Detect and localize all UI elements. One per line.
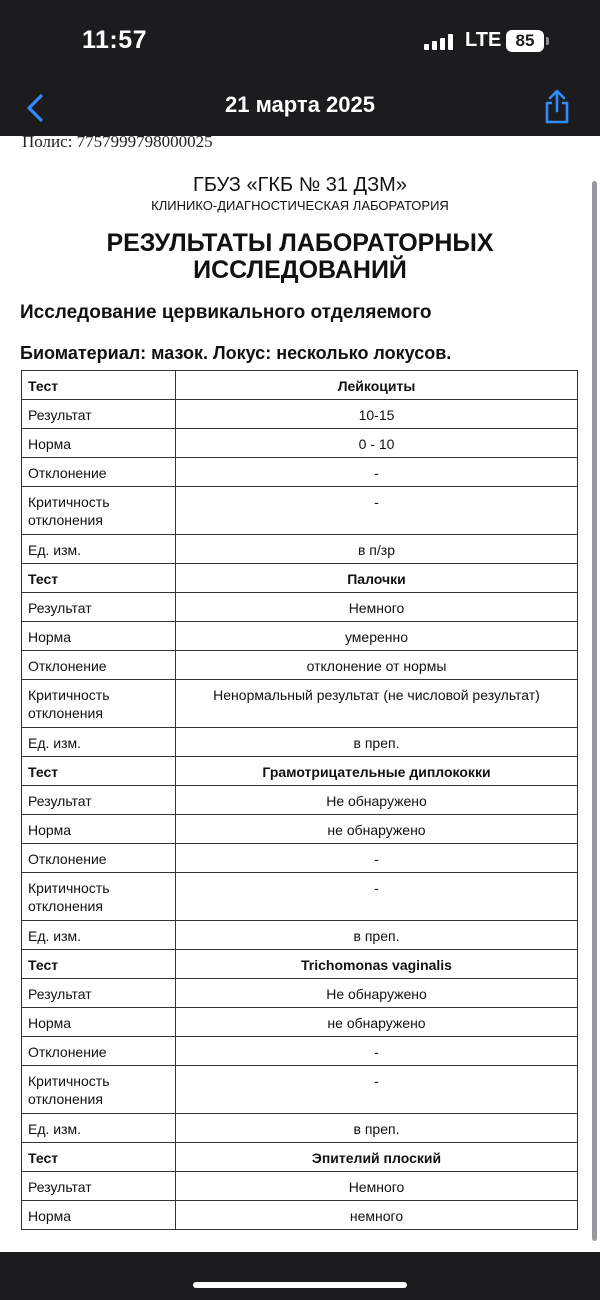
deviation-value: -	[176, 458, 578, 487]
laboratory-name: КЛИНИКО-ДИАГНОСТИЧЕСКАЯ ЛАБОРАТОРИЯ	[151, 198, 449, 213]
test-name: Палочки	[176, 564, 578, 593]
criticality-label-line-1: Критичность	[28, 687, 110, 703]
result-value: Не обнаружено	[176, 979, 578, 1008]
table-row	[22, 564, 578, 593]
scrollbar[interactable]	[592, 181, 597, 1241]
table-row	[22, 844, 578, 873]
report-heading	[0, 230, 600, 284]
share-icon[interactable]	[542, 86, 572, 126]
unit-value: в преп.	[176, 1114, 578, 1143]
norm-label: Норма	[22, 622, 176, 651]
test-label: Тест	[22, 564, 176, 593]
deviation-label: Отклонение	[22, 651, 176, 680]
unit-label: Ед. изм.	[22, 921, 176, 950]
battery-tip	[546, 37, 549, 45]
test-name: Лейкоциты	[176, 371, 578, 400]
battery-icon: 85	[506, 30, 544, 52]
criticality-label-line-2: отклонения	[28, 512, 103, 528]
criticality-label	[22, 1066, 176, 1114]
result-label: Результат	[22, 979, 176, 1008]
status-bar	[0, 0, 600, 80]
unit-value: в преп.	[176, 921, 578, 950]
criticality-label-line-2: отклонения	[28, 1091, 103, 1107]
table-row	[22, 371, 578, 400]
status-time: 11:57	[82, 26, 148, 54]
norm-value: не обнаружено	[176, 815, 578, 844]
deviation-label: Отклонение	[22, 1037, 176, 1066]
table-row	[22, 487, 578, 535]
navigation-bar	[0, 80, 600, 136]
organization-name: ГБУЗ «ГКБ № 31 ДЗМ»	[193, 174, 407, 196]
test-label: Тест	[22, 757, 176, 786]
criticality-label	[22, 680, 176, 728]
unit-value: в преп.	[176, 728, 578, 757]
biomaterial-info: Биоматериал: мазок. Локус: несколько локусов.	[20, 343, 452, 363]
criticality-label-line-1: Критичность	[28, 494, 110, 510]
table-row	[22, 979, 578, 1008]
table-row	[22, 873, 578, 921]
table-row	[22, 651, 578, 680]
table-row	[22, 1143, 578, 1172]
test-label: Тест	[22, 950, 176, 979]
results-table	[21, 370, 578, 1230]
network-type: LTE	[465, 29, 502, 51]
table-row	[22, 680, 578, 728]
criticality-value: -	[176, 873, 578, 921]
norm-value: 0 - 10	[176, 429, 578, 458]
page-title: 21 марта 2025	[224, 92, 375, 117]
criticality-label-line-2: отклонения	[28, 705, 103, 721]
table-row	[22, 1172, 578, 1201]
table-row	[22, 622, 578, 651]
criticality-label-line-1: Критичность	[28, 1073, 110, 1089]
table-row	[22, 593, 578, 622]
table-row	[22, 815, 578, 844]
deviation-value: -	[176, 844, 578, 873]
norm-value: умеренно	[176, 622, 578, 651]
test-name: Trichomonas vaginalis	[176, 950, 578, 979]
norm-label: Норма	[22, 1008, 176, 1037]
table-row	[22, 1008, 578, 1037]
test-label: Тест	[22, 371, 176, 400]
test-name: Грамотрицательные диплококки	[176, 757, 578, 786]
home-indicator[interactable]	[193, 1282, 407, 1288]
report-heading-line-1: РЕЗУЛЬТАТЫ ЛАБОРАТОРНЫХ	[106, 229, 494, 257]
table-row	[22, 921, 578, 950]
table-row	[22, 1037, 578, 1066]
table-row	[22, 429, 578, 458]
criticality-value: -	[176, 487, 578, 535]
criticality-label-line-2: отклонения	[28, 898, 103, 914]
deviation-label: Отклонение	[22, 844, 176, 873]
unit-value: в п/зр	[176, 535, 578, 564]
criticality-label	[22, 487, 176, 535]
norm-value: немного	[176, 1201, 578, 1230]
table-row	[22, 1114, 578, 1143]
table-row	[22, 786, 578, 815]
result-value: Немного	[176, 1172, 578, 1201]
table-row	[22, 1066, 578, 1114]
criticality-label-line-1: Критичность	[28, 880, 110, 896]
table-row	[22, 728, 578, 757]
table-row	[22, 757, 578, 786]
result-value: 10-15	[176, 400, 578, 429]
table-row	[22, 458, 578, 487]
criticality-value: -	[176, 1066, 578, 1114]
test-label: Тест	[22, 1143, 176, 1172]
unit-label: Ед. изм.	[22, 728, 176, 757]
norm-value: не обнаружено	[176, 1008, 578, 1037]
unit-label: Ед. изм.	[22, 535, 176, 564]
result-label: Результат	[22, 400, 176, 429]
study-title: Исследование цервикального отделяемого	[20, 302, 432, 323]
cellular-signal-icon	[424, 34, 454, 50]
table-row	[22, 950, 578, 979]
result-label: Результат	[22, 593, 176, 622]
deviation-value: отклонение от нормы	[176, 651, 578, 680]
result-label: Результат	[22, 786, 176, 815]
result-value: Немного	[176, 593, 578, 622]
test-name: Эпителий плоский	[176, 1143, 578, 1172]
policy-number: Полис: 7757999798000025	[22, 136, 213, 151]
table-row	[22, 1201, 578, 1230]
table-row	[22, 400, 578, 429]
unit-label: Ед. изм.	[22, 1114, 176, 1143]
deviation-value: -	[176, 1037, 578, 1066]
report-heading-line-2: ИССЛЕДОВАНИЙ	[193, 256, 407, 284]
result-value: Не обнаружено	[176, 786, 578, 815]
norm-label: Норма	[22, 815, 176, 844]
deviation-label: Отклонение	[22, 458, 176, 487]
table-row	[22, 535, 578, 564]
criticality-value: Ненормальный результат (не числовой результат)	[176, 680, 578, 728]
document-viewer[interactable]	[0, 136, 600, 1252]
norm-label: Норма	[22, 429, 176, 458]
criticality-label	[22, 873, 176, 921]
result-label: Результат	[22, 1172, 176, 1201]
norm-label: Норма	[22, 1201, 176, 1230]
